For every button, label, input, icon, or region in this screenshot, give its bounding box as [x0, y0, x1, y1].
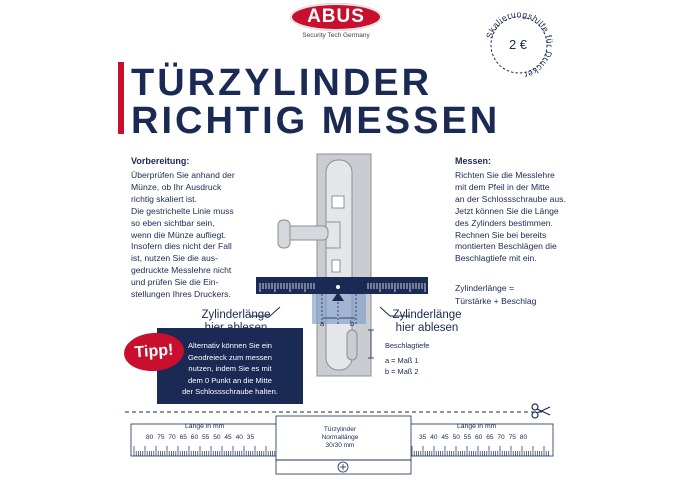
scale-number: 70 — [168, 434, 176, 441]
label-a: a — [320, 319, 325, 328]
scale-number: 35 — [246, 434, 255, 441]
legend-b: b = Maß 2 — [385, 367, 419, 376]
scale-number: 40 — [430, 434, 438, 441]
label-b: b — [350, 319, 355, 328]
scale-number: 50 — [213, 434, 221, 441]
scale-number: 35 — [419, 434, 427, 441]
formula-line-2: Türstärke + Beschlag — [455, 296, 537, 306]
ruler-right-label: Länge in mm — [457, 423, 497, 430]
legend-a: a = Maß 1 — [385, 356, 419, 365]
scale-number: 65 — [179, 434, 187, 441]
logo-text: ABUS — [307, 6, 365, 27]
scale-number: 50 — [452, 434, 460, 441]
scale-number: 80 — [146, 434, 154, 441]
scale-number: 75 — [508, 434, 516, 441]
scale-number: 80 — [519, 434, 528, 441]
ruler-center-label: Türzylinder Normallänge 30/30 mm — [321, 426, 359, 449]
scale-number: 65 — [486, 434, 494, 441]
title-line-2: RICHTIG MESSEN — [131, 100, 501, 142]
read-here-left: Zylinderlänge — [201, 309, 271, 321]
coin-arc-text: Skalierungshilfe für Drucker — [483, 8, 556, 81]
scale-number: 70 — [497, 434, 505, 441]
read-here-right: Zylinderlänge hier ablesen — [392, 309, 462, 334]
beschlagtiefe-label: Beschlagtiefe — [385, 341, 430, 350]
brand-tagline: Security Tech Germany — [302, 32, 370, 39]
pointer-right-icon — [370, 305, 410, 317]
coin-value: 2 € — [508, 37, 528, 52]
scale-number: 60 — [475, 434, 483, 441]
pointer-left-icon — [250, 305, 290, 317]
scale-number: 45 — [224, 434, 232, 441]
scale-number: 60 — [190, 434, 199, 441]
screw-arrow-icon — [332, 292, 344, 302]
tip-text: Alternativ können Sie ein Geodreieck zum messen nutzen, indem Sie es mit dem 0 Punkt an die Mitte der Schlossschraube halten. — [182, 341, 278, 396]
scissors-icon — [531, 403, 551, 419]
title-line-1: TÜRZYLINDER — [131, 62, 433, 104]
formula-line-1: Zylinderlänge = — [455, 283, 514, 293]
measure-heading: Messen: — [455, 156, 492, 166]
preparation-text: Überprüfen Sie anhand der Münze, ob Ihr Ausdruck richtig skaliert ist. Die gestrichelte Linie muss so eben sichtbar sein, wenn die Münze aufliegt. Insofern dies nicht der Fall ist, nutzen Sie die aus- gedruckte Messlehre nicht und prüfen Sie die Ein- stellungen Ihres Druckers. — [131, 170, 235, 300]
preparation-heading: Vorbereitung: — [131, 156, 190, 166]
tip-badge-label: Tipp! — [134, 341, 174, 362]
scale-number: 40 — [235, 434, 243, 441]
scale-number: 55 — [202, 434, 210, 441]
measure-text: Richten Sie die Messlehre mit dem Pfeil in der Mitte an der Schlossschraube aus. Jetzt können Sie die Länge des Zylinders bestimmen. Rechnen Sie bei bereits montierten Beschlägen die Beschlagtiefe mit ein. — [455, 170, 566, 264]
title-accent-bar — [118, 62, 124, 134]
scale-number: 75 — [157, 434, 165, 441]
ruler-left-label: Länge in mm — [185, 423, 225, 430]
scale-number: 55 — [463, 434, 472, 441]
abus-logo — [290, 3, 382, 31]
scale-number: 45 — [441, 434, 449, 441]
